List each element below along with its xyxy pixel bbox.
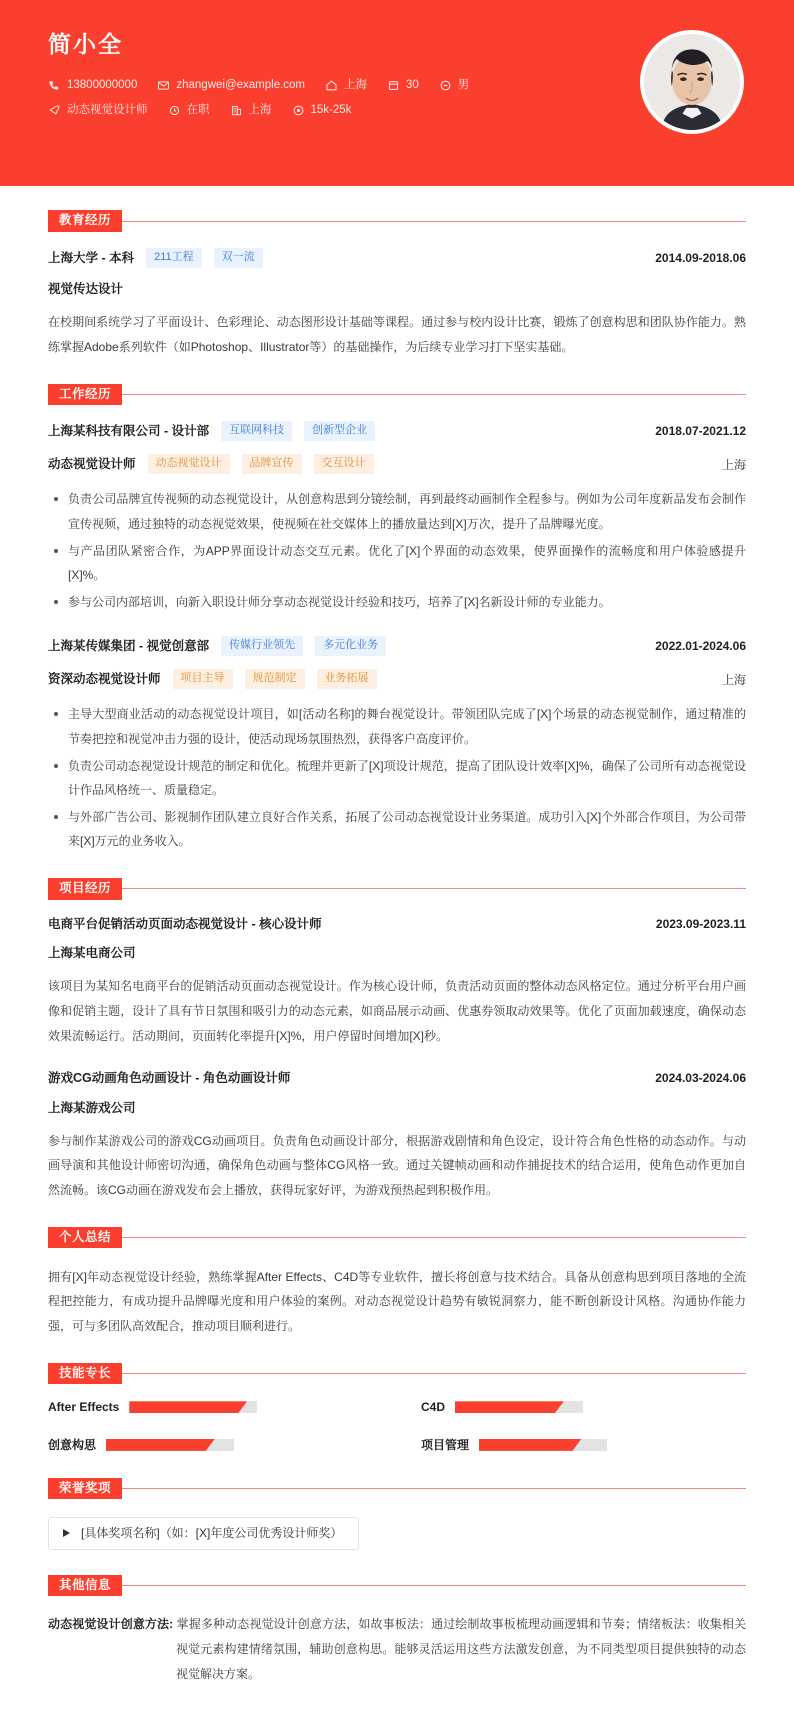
- skill-item: [421, 1436, 746, 1453]
- section-header-other-info: [48, 1574, 746, 1596]
- other-info-list: [48, 1612, 746, 1686]
- contact-phone: [48, 79, 137, 92]
- work-bullet: 与外部广告公司、影视制作团队建立良好合作关系，拓展了公司动态视觉设计业务渠道。成功引入[X]个外部合作项目，为公司带来[X]万元的业务收入。: [48, 805, 746, 854]
- work-entry-header: [48, 421, 746, 441]
- project-name: 电商平台促销活动页面动态视觉设计 - 核心设计师: [48, 916, 322, 931]
- work-role: 动态视觉设计师: [48, 457, 136, 472]
- section-rule: [122, 1373, 746, 1374]
- avatar-portrait-illustration: [644, 34, 740, 130]
- work-company: 上海某传媒集团 - 视觉创意部: [48, 639, 210, 654]
- project-date: 2024.03-2024.06: [655, 1071, 746, 1086]
- home-icon: [325, 79, 338, 92]
- contact-email: [157, 79, 305, 92]
- status-icon: [168, 104, 181, 117]
- award-title: [具体奖项名称]（如：[X]年度公司优秀设计师奖）: [81, 1526, 343, 1541]
- caret-right-icon[interactable]: [63, 1529, 70, 1537]
- skill-bar-track: [479, 1439, 607, 1451]
- contact-city-text: 上海: [344, 79, 368, 92]
- section-rule: [122, 1585, 746, 1586]
- work-role: 资深动态视觉设计师: [48, 672, 161, 687]
- work-date: 2022.01-2024.06: [655, 639, 746, 654]
- section-rule: [122, 394, 746, 395]
- section-header-work: [48, 383, 746, 405]
- section-work: [48, 383, 746, 854]
- section-header-skills: [48, 1362, 746, 1384]
- work-date: 2018.07-2021.12: [655, 424, 746, 439]
- job-salary-text: 15k-25k: [310, 104, 352, 117]
- award-accordion-item[interactable]: [48, 1517, 359, 1550]
- work-role-tag: 项目主导: [173, 669, 233, 689]
- summary-text: 拥有[X]年动态视觉设计经验，熟练掌握After Effects、C4D等专业软件，擅长将创意与技术结合。具备从创意构思到项目落地的全流程把控能力，有成功提升品牌曝光度和用户体验的案例。对动态视觉设计趋势有敏锐洞察力，能不断创新设计风格。沟通协作能力强，可与多团队高效配合，推动项目顺利进行。: [48, 1269, 746, 1333]
- work-company-tag: 创新型企业: [304, 421, 375, 441]
- education-entry-header: [48, 248, 746, 268]
- education-date: 2014.09-2018.06: [655, 251, 746, 265]
- section-title-summary: 个人总结: [48, 1227, 122, 1249]
- project-entry: [48, 1070, 746, 1202]
- project-description: 参与制作某游戏公司的游戏CG动画项目。负责角色动画设计部分，根据游戏剧情和角色设定，设计符合角色性格的动态动作。与动画导演和其他设计师密切沟通，确保角色动画与整体CG风格一致。通过关键帧动画和动作捕捉技术的结合运用，使角色动作更加自然流畅。该CG动画在游戏发布会上播放，获得玩家好评，为游戏预热起到积极作用。: [48, 1133, 746, 1197]
- skill-label: 创意构思: [48, 1438, 97, 1453]
- work-bullet: 主导大型商业活动的动态视觉设计项目，如[活动名称]的舞台视觉设计。带领团队完成了[X]个场景的动态视觉制作，通过精准的节奏把控和视觉冲击力强的设计，使活动现场氛围热烈，获得客户高度评价。: [48, 702, 746, 751]
- work-bullet: 负责公司品牌宣传视频的动态视觉设计，从创意构思到分镜绘制，再到最终动画制作全程参与。例如为公司年度新品发布会制作宣传视频，通过独特的动态视觉效果，使视频在社交媒体上的播放量达到[X]万次，提升了品牌曝光度。: [48, 487, 746, 536]
- project-company: 上海某游戏公司: [48, 1100, 136, 1115]
- skill-bar-track: [129, 1401, 257, 1413]
- work-bullet: 与产品团队紧密合作，为APP界面设计动态交互元素。优化了[X]个界面的动态效果，使界面操作的流畅度和用户体验感提升[X]%。: [48, 539, 746, 588]
- section-skills: [48, 1362, 746, 1453]
- email-icon: [157, 79, 170, 92]
- section-summary: [48, 1227, 746, 1339]
- resume-header: [0, 0, 794, 186]
- rocket-icon: [48, 104, 61, 117]
- education-major: 视觉传达设计: [48, 282, 124, 296]
- other-info-description: 掌握多种动态视觉设计创意方法，如故事板法：通过绘制故事板梳理动画逻辑和节奏；情绪板法：收集相关视觉元素构建情绪氛围，辅助创意构思。能够灵活运用这些方法激发创意，为不同类型项目提供独特的动态视觉解决方案。: [176, 1617, 746, 1681]
- project-description: 该项目为某知名电商平台的促销活动页面动态视觉设计。作为核心设计师，负责活动页面的整体动态风格定位。通过分析平台用户画像和促销主题，设计了具有节日氛围和吸引力的动态元素，如商品展示动画、优惠券领取动效果等。优化了页面加载速度，确保动态效果流畅运行。活动期间，页面转化率提升[X]%，用户停留时间增加[X]秒。: [48, 979, 746, 1043]
- work-role-tag: 动态视觉设计: [148, 454, 230, 474]
- gender-icon: [439, 79, 452, 92]
- section-title-other-info: 其他信息: [48, 1575, 122, 1597]
- education-entry: [48, 248, 746, 359]
- education-description: 在校期间系统学习了平面设计、色彩理论、动态图形设计基础等课程。通过参与校内设计比赛，锻炼了创意构思和团队协作能力。熟练掌握Adobe系列软件（如Photoshop、Illustrator等）的基础操作，为后续专业学习打下坚实基础。: [48, 315, 746, 354]
- section-header-awards: [48, 1477, 746, 1499]
- work-bullet-list: [48, 487, 746, 614]
- project-company: 上海某电商公司: [48, 946, 136, 961]
- skill-item: [48, 1436, 373, 1453]
- section-projects: [48, 878, 746, 1203]
- avatar: [640, 30, 744, 134]
- job-salary-item: [292, 104, 352, 117]
- job-status-text: 在职: [186, 104, 210, 117]
- project-name: 游戏CG动画角色动画设计 - 角色动画设计师: [48, 1071, 291, 1086]
- section-title-awards: 荣誉奖项: [48, 1478, 122, 1500]
- section-header-summary: [48, 1227, 746, 1249]
- job-location-text: 上海: [248, 104, 272, 117]
- section-title-projects: 项目经历: [48, 878, 122, 900]
- work-role-row: [48, 669, 746, 689]
- work-entry-header: [48, 636, 746, 656]
- skill-bar-track: [106, 1439, 234, 1451]
- section-rule: [122, 888, 746, 889]
- education-tag: 211工程: [146, 248, 202, 268]
- project-entry: [48, 916, 746, 1048]
- work-company: 上海某科技有限公司 - 设计部: [48, 424, 210, 439]
- skill-bar-fill: [129, 1401, 247, 1413]
- section-rule: [122, 1488, 746, 1489]
- skill-label: C4D: [421, 1400, 446, 1415]
- work-entry: [48, 421, 746, 614]
- work-company-tag: 多元化业务: [315, 636, 386, 656]
- contact-row: [48, 79, 489, 92]
- page-title: 简小全: [48, 31, 123, 57]
- education-school: 上海大学 - 本科: [48, 250, 135, 265]
- work-entry: [48, 636, 746, 854]
- skill-bar-fill: [479, 1439, 581, 1451]
- project-date: 2023.09-2023.11: [655, 917, 746, 932]
- section-header-education: [48, 210, 746, 232]
- skill-bar-track: [455, 1401, 583, 1413]
- contact-city: [325, 79, 367, 92]
- salary-icon: [292, 104, 305, 117]
- section-title-work: 工作经历: [48, 384, 122, 406]
- skill-item: [421, 1400, 746, 1414]
- contact-email-text: zhangwei@example.com: [176, 79, 306, 92]
- work-bullet: 参与公司内部培训，向新入职设计师分享动态视觉设计经验和技巧，培养了[X]名新设计师的专业能力。: [48, 590, 746, 615]
- section-header-projects: [48, 878, 746, 900]
- contact-age: [387, 79, 419, 92]
- work-role-tag: 交互设计: [314, 454, 374, 474]
- work-role-tag: 规范制定: [245, 669, 305, 689]
- section-awards: [48, 1477, 746, 1550]
- skill-item: [48, 1400, 373, 1414]
- skill-list: [48, 1400, 746, 1453]
- section-title-skills: 技能专长: [48, 1363, 122, 1385]
- work-bullet: 负责公司动态视觉设计规范的制定和优化。梳理并更新了[X]项设计规范，提高了团队设计效率[X]%，确保了公司所有动态视觉设计作品风格统一、质量稳定。: [48, 754, 746, 803]
- other-info-term: 动态视觉设计创意方法:: [48, 1617, 174, 1632]
- work-role-row: [48, 454, 746, 474]
- section-title-education: 教育经历: [48, 210, 122, 232]
- section-rule: [122, 1237, 746, 1238]
- calendar-icon: [387, 79, 400, 92]
- skill-bar-fill: [455, 1401, 564, 1413]
- work-location: 上海: [721, 457, 746, 472]
- section-education: [48, 210, 746, 359]
- work-role-tag: 品牌宣传: [242, 454, 302, 474]
- work-company-tag: 互联网科技: [221, 421, 292, 441]
- building-icon: [230, 104, 243, 117]
- project-entry-header: [48, 1070, 746, 1086]
- skill-label: After Effects: [48, 1400, 120, 1415]
- contact-phone-text: 13800000000: [67, 79, 138, 92]
- contact-gender: [439, 79, 470, 92]
- work-location: 上海: [721, 672, 746, 687]
- contact-gender-text: 男: [457, 79, 470, 92]
- work-role-tag: 业务拓展: [317, 669, 377, 689]
- work-bullet-list: [48, 702, 746, 854]
- job-status-item: [168, 104, 210, 117]
- contact-age-text: 30: [406, 79, 419, 92]
- other-info-item: [48, 1612, 746, 1686]
- skill-bar-fill: [106, 1439, 215, 1451]
- section-other-info: [48, 1574, 746, 1686]
- education-tag: 双一流: [214, 248, 263, 268]
- skill-label: 项目管理: [421, 1438, 470, 1453]
- phone-icon: [48, 79, 61, 92]
- project-entry-header: [48, 916, 746, 932]
- job-title-text: 动态视觉设计师: [67, 104, 148, 117]
- avatar-photo: [644, 34, 740, 130]
- job-intent-row: [48, 104, 489, 117]
- job-title-item: [48, 104, 148, 117]
- section-rule: [122, 221, 746, 222]
- work-company-tag: 传媒行业领先: [221, 636, 303, 656]
- job-location-item: [230, 104, 272, 117]
